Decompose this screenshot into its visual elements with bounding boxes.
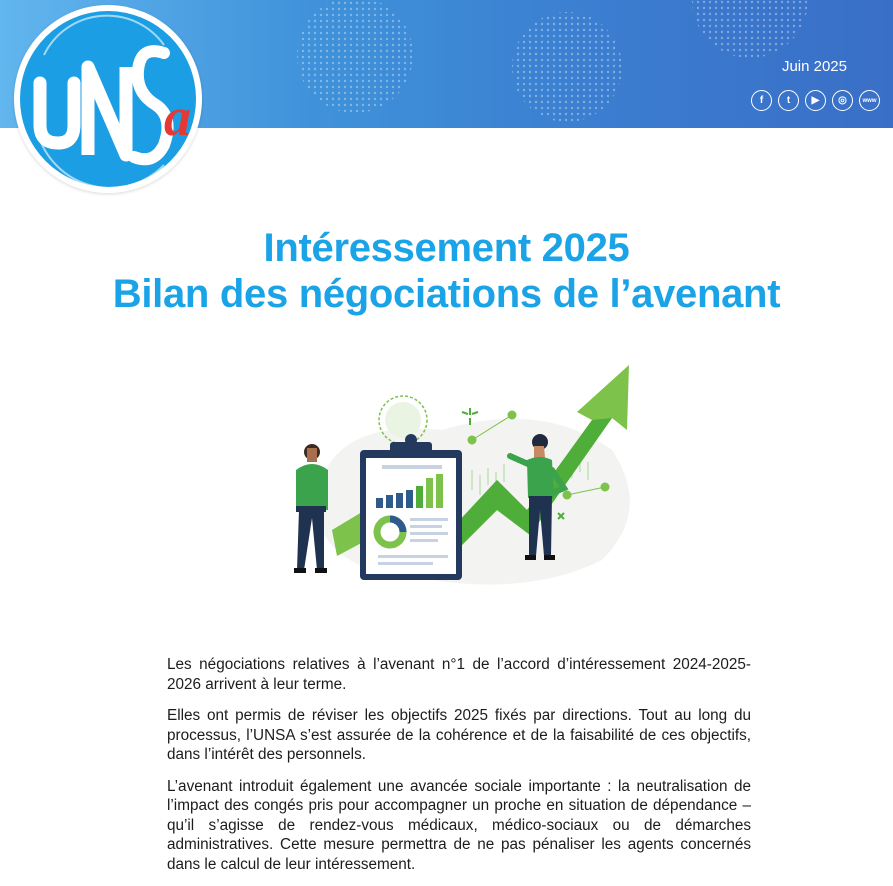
article-body xyxy=(167,655,751,886)
social-links xyxy=(751,90,880,111)
title-line-1: Intéressement 2025 xyxy=(263,226,630,270)
twitter-icon[interactable]: t xyxy=(778,90,799,111)
paragraph: Les négociations relatives à l’avenant n°1 de l’accord d’intéressement 2024-2025-2026 arrivent à leur terme. xyxy=(167,656,751,693)
youtube-icon[interactable]: ▶ xyxy=(805,90,826,111)
website-icon[interactable]: www xyxy=(859,90,880,111)
issue-date: Juin 2025 xyxy=(781,58,847,75)
instagram-icon[interactable]: ◎ xyxy=(832,90,853,111)
decorative-dot-pattern xyxy=(690,0,810,60)
paragraph: Elles ont permis de réviser les objectifs 2025 fixés par directions. Tout au long du processus, l’UNSA s’est assurée de la cohérence et de la faisabilité de ces objectifs, dans l’intérêt des personnels. xyxy=(167,707,751,763)
decorative-dot-pattern xyxy=(295,0,415,115)
facebook-icon[interactable]: f xyxy=(751,90,772,111)
growth-chart-illustration xyxy=(282,360,642,590)
decorative-dot-pattern xyxy=(510,10,625,125)
page-title xyxy=(0,225,893,317)
paragraph: L’avenant introduit également une avancée sociale importante : la neutralisation de l’impact des congés pris pour accompagner un proche en situation de dépendance – qu’il s’agisse de rendez-vous médicaux, médico-sociaux ou de démarches administratives. Cette mesure permettra de ne pas pénaliser les agents concernés dans le calcul de leur intéressement. xyxy=(167,777,751,873)
svg-text:a: a xyxy=(164,87,191,147)
unsa-logo xyxy=(14,5,202,193)
title-line-2: Bilan des négociations de l’avenant xyxy=(112,272,781,316)
